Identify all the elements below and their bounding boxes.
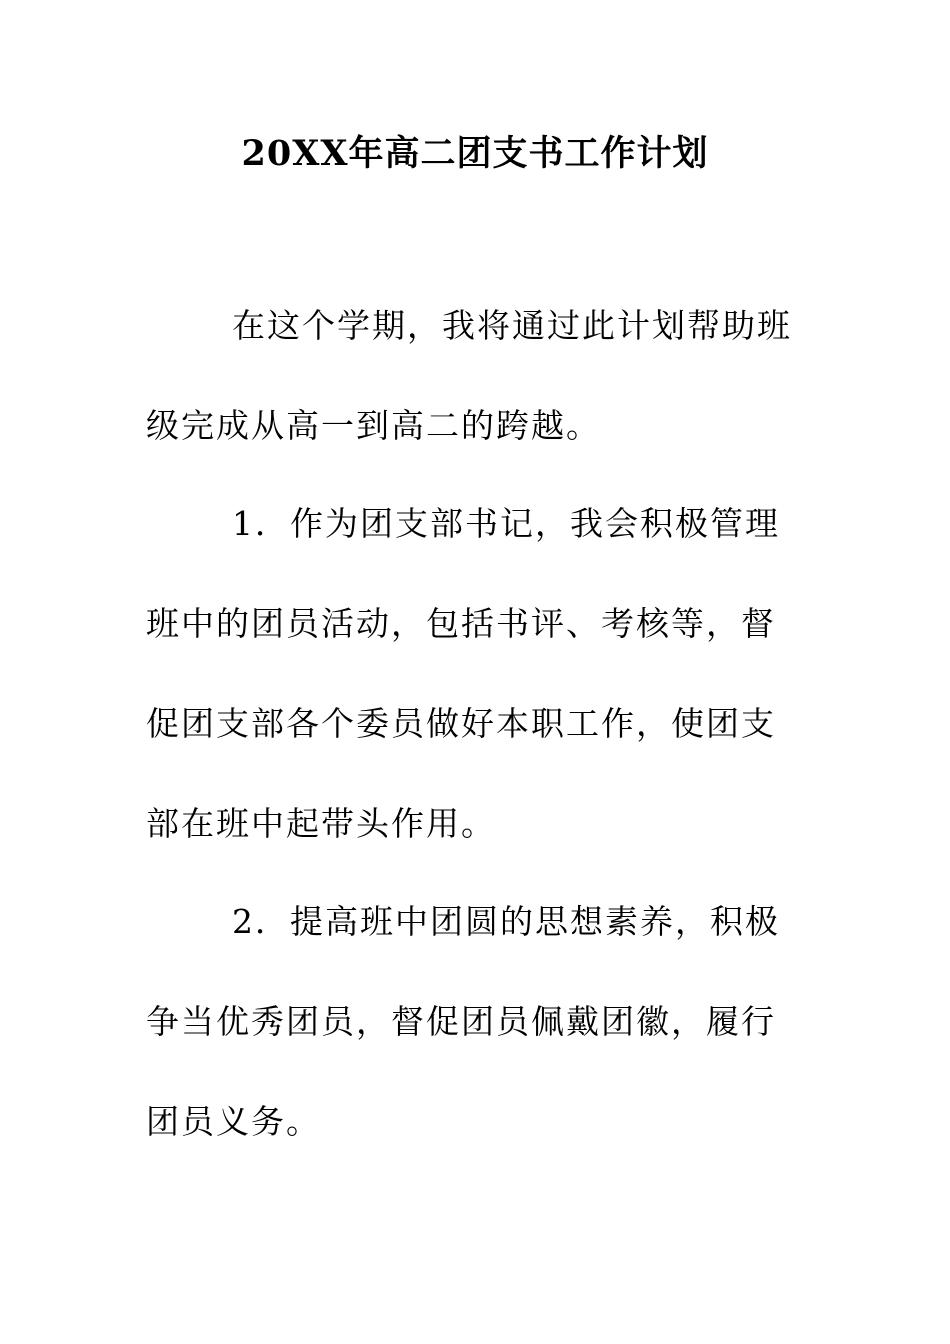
- document-title: 20XX年高二团支书工作计划: [241, 133, 709, 174]
- paragraph-item-1-line-4: 部在班中起带头作用。: [146, 804, 496, 843]
- paragraph-intro-line-2: 级完成从高一到高二的跨越。: [146, 406, 601, 445]
- paragraph-item-1-line-2: 班中的团员活动，包括书评、考核等，督: [146, 604, 776, 643]
- paragraph-item-2-line-2: 争当优秀团员，督促团员佩戴团徽，履行: [146, 1002, 776, 1041]
- paragraph-item-1-line-1: 1．作为团支部书记，我会积极管理: [232, 504, 780, 543]
- paragraph-intro-line-1: 在这个学期，我将通过此计划帮助班: [232, 306, 792, 345]
- paragraph-item-2-line-3: 团员义务。: [146, 1102, 321, 1141]
- paragraph-item-2-line-1: 2．提高班中团圆的思想素养，积极: [232, 902, 780, 941]
- paragraph-item-1-line-3: 促团支部各个委员做好本职工作，使团支: [146, 704, 776, 743]
